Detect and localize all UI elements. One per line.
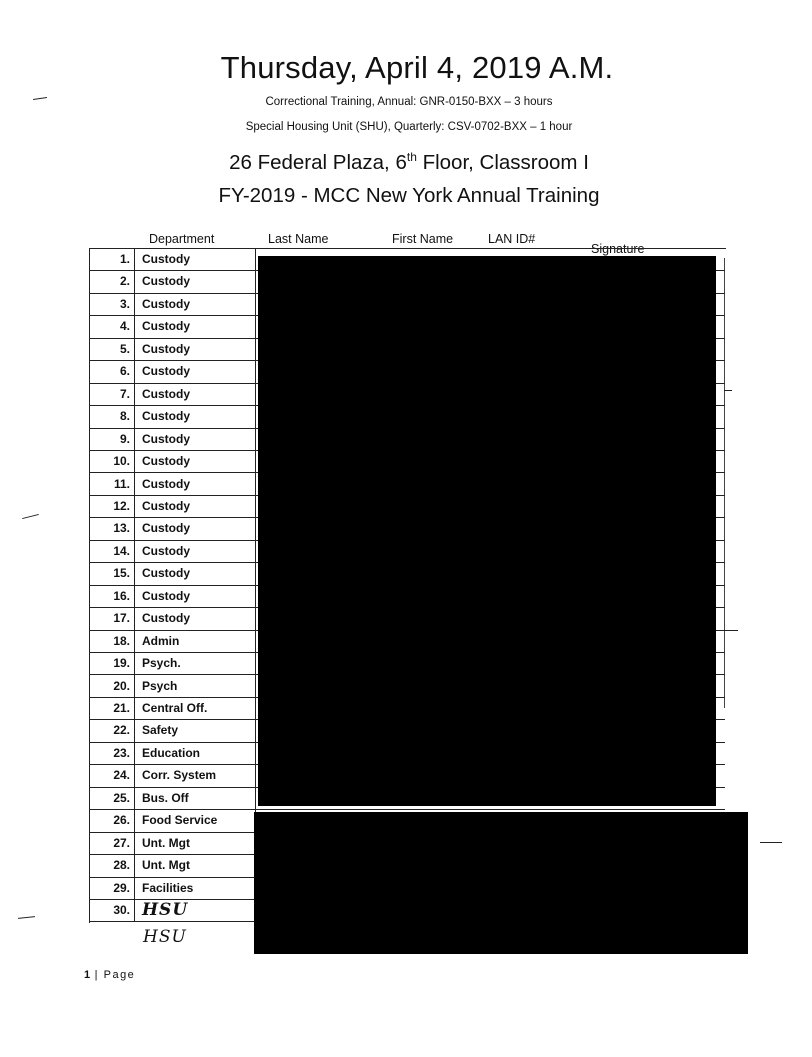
col-header-lan-id: LAN ID# <box>488 232 536 246</box>
event-line: FY-2019 - MCC New York Annual Training <box>218 184 600 207</box>
row-department: Custody <box>142 566 190 581</box>
row-department: Custody <box>142 476 190 491</box>
row-department: Psych. <box>142 656 181 671</box>
margin-mark <box>18 916 35 919</box>
row-department: Custody <box>142 274 190 289</box>
row-department: Custody <box>142 498 190 513</box>
row-department: Custody <box>142 409 190 424</box>
row-number: 24. <box>89 764 135 786</box>
row-department: Custody <box>142 386 190 401</box>
row-department: Custody <box>142 364 190 379</box>
row-department: Central Off. <box>142 701 208 715</box>
page-sep: | <box>90 969 104 981</box>
row-department: Facilities <box>142 880 194 895</box>
row-number: 5. <box>89 338 135 360</box>
row-number: 10. <box>89 450 135 472</box>
row-department: Psych <box>142 678 178 693</box>
row-department: Education <box>142 745 201 760</box>
row-number: 2. <box>89 270 135 292</box>
signature-pen-stroke <box>724 390 732 391</box>
row-number: 23. <box>89 742 135 764</box>
row-department: Corr. System <box>142 768 217 783</box>
row-number: 1. <box>89 248 135 270</box>
row-number: 18. <box>89 630 135 652</box>
row-number: 26. <box>89 809 135 831</box>
location-post: Floor, Classroom I <box>416 150 589 174</box>
row-number: 28. <box>89 854 135 876</box>
row-number: 30. <box>89 899 135 921</box>
location-pre: 26 Federal Plaza, 6 <box>229 150 407 174</box>
row-number: 19. <box>89 652 135 674</box>
row-department: HSU <box>142 900 189 921</box>
row-number: 16. <box>89 585 135 607</box>
row-department: Custody <box>142 296 190 311</box>
row-number: 29. <box>89 877 135 899</box>
row-department: Unt. Mgt <box>142 858 190 873</box>
row-number: 21. <box>89 697 135 719</box>
row-number: 7. <box>89 383 135 405</box>
location-sup: th <box>406 150 417 164</box>
page-title: Thursday, April 4, 2019 A.M. <box>220 50 614 85</box>
row-number: 3. <box>89 293 135 315</box>
row-department: Custody <box>142 611 190 626</box>
row-number: 22. <box>89 719 135 741</box>
row-department: Food Service <box>142 813 218 828</box>
col-header-last-name: Last Name <box>268 232 329 246</box>
row-department: Custody <box>142 431 190 446</box>
redaction-block-lower <box>254 812 748 954</box>
course-line-2: Special Housing Unit (SHU), Quarterly: CSV-0702-BXX – 1 hour <box>245 121 573 133</box>
row-department: Custody <box>142 588 190 603</box>
row-department: Custody <box>142 543 190 558</box>
row-number: 6. <box>89 360 135 382</box>
row-number: 15. <box>89 562 135 584</box>
margin-mark <box>22 514 39 519</box>
page-footer <box>84 969 135 981</box>
row-number: 4. <box>89 315 135 337</box>
handwritten-extra-entry: HSU <box>143 927 187 947</box>
row-department: Admin <box>142 633 180 648</box>
row-number: 9. <box>89 428 135 450</box>
location-line <box>0 150 812 175</box>
row-department: Custody <box>142 319 190 334</box>
row-number: 25. <box>89 787 135 809</box>
redaction-block-upper <box>258 256 716 806</box>
row-department: Safety <box>142 723 179 738</box>
row-department: Custody <box>142 252 190 266</box>
col-header-signature: Signature <box>591 242 645 256</box>
row-department: Custody <box>142 341 190 356</box>
row-number: 8. <box>89 405 135 427</box>
row-department: Custody <box>142 454 190 469</box>
row-department: Custody <box>142 521 190 536</box>
row-number: 11. <box>89 473 135 495</box>
row-number: 14. <box>89 540 135 562</box>
col-header-first-name: First Name <box>392 232 454 246</box>
row-department: Bus. Off <box>142 790 189 805</box>
col-header-department: Department <box>149 232 215 246</box>
row-number: 12. <box>89 495 135 517</box>
course-line-1: Correctional Training, Annual: GNR-0150-BXX – 3 hours <box>265 96 553 108</box>
page-number: 1 <box>84 969 91 981</box>
row-number: 27. <box>89 832 135 854</box>
page-label: Page <box>103 969 136 981</box>
signature-pen-stroke <box>724 630 738 631</box>
row-number: 17. <box>89 607 135 629</box>
row-department: Unt. Mgt <box>142 835 190 850</box>
row-number: 13. <box>89 517 135 539</box>
row-number: 20. <box>89 675 135 697</box>
margin-mark <box>760 842 782 843</box>
